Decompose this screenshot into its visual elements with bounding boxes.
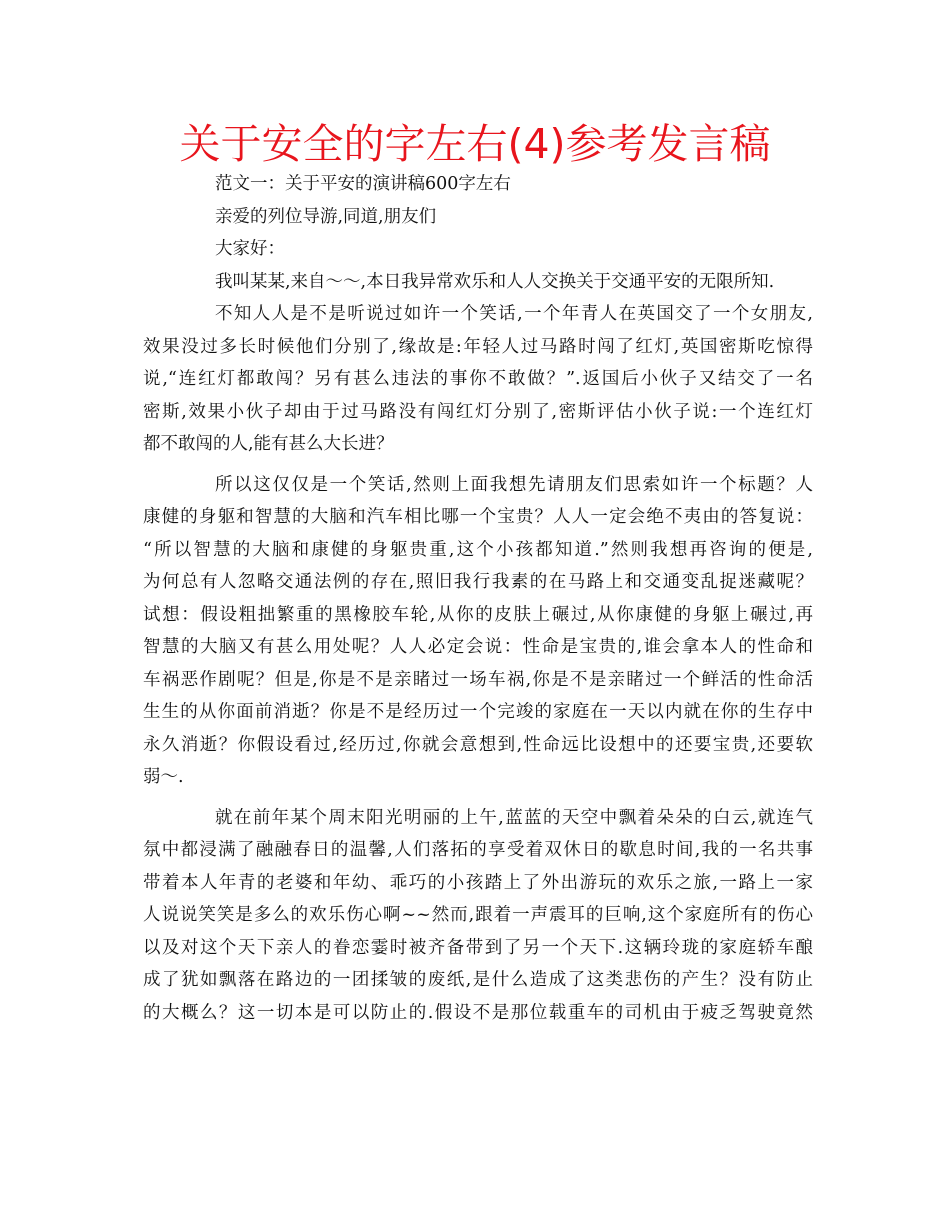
text-line: 效果没过多长时候他们分别了,缘故是:年轻人过马路时闯了红灯,英国密斯吃惊得 <box>143 336 813 357</box>
text-line: 不知人人是不是听说过如许一个笑话,一个年青人在英国交了一个女朋友, <box>215 304 813 324</box>
text-line: 车祸恶作剧呢？但是,你是不是亲睹过一场车祸,你是不是亲睹过一个鲜活的性命活 <box>143 669 813 690</box>
text-line: 弱～. <box>143 767 184 787</box>
text-line: 氛中都浸满了融融春日的温馨,人们落拓的享受着双休日的歇息时间,我的一名共事 <box>143 840 813 860</box>
text-line: 永久消逝？你假设看过,经历过,你就会意想到,性命远比设想中的还要宝贵,还要软 <box>143 734 813 755</box>
text-line: 成了犹如飘落在路边的一团揉皱的废纸,是什么造成了这类悲伤的产生？没有防止 <box>143 970 813 990</box>
text-line: 带着本人年青的老婆和年幼、乖巧的小孩踏上了外出游玩的欢乐之旅,一路上一家 <box>143 872 813 893</box>
text-line: 大家好： <box>215 239 285 259</box>
text-line: “所以智慧的大脑和康健的身躯贵重,这个小孩都知道.”然则我想再咨询的便是, <box>143 539 813 560</box>
text-line: 我叫某某,来自～～,本日我异常欢乐和人人交换关于交通平安的无限所知. <box>215 271 775 292</box>
document-body <box>143 168 813 1029</box>
text-line: 的大概么？这一切本是可以防止的.假设不是那位载重车的司机由于疲乏驾驶竟然 <box>143 1002 813 1023</box>
text-line: 说,“连红灯都敢闯？另有甚么违法的事你不敢做？”.返国后小伙子又结交了一名 <box>143 369 813 389</box>
text-line: 人说说笑笑是多么的欢乐伤心啊~~然而,跟着一声震耳的巨响,这个家庭所有的伤心 <box>143 905 813 925</box>
text-line: 为何总有人忽略交通法例的存在,照旧我行我素的在马路上和交通变乱捉迷藏呢？ <box>143 572 813 592</box>
text-line: 以及对这个天下亲人的眷恋霎时被齐备带到了另一个天下.这辆玲珑的家庭轿车酿 <box>143 937 813 958</box>
text-line: 智慧的大脑又有甚么用处呢？人人必定会说：性命是宝贵的,谁会拿本人的性命和 <box>143 637 813 657</box>
text-line: 所以这仅仅是一个笑话,然则上面我想先请朋友们思索如许一个标题？人 <box>215 474 813 495</box>
text-line: 范文一：关于平安的演讲稿600字左右 <box>215 174 511 194</box>
document-title: 关于安全的字左右(4)参考发言稿 <box>179 120 771 168</box>
paragraph-gap <box>143 794 813 802</box>
text-line: 试想：假设粗拙繁重的黑橡胶车轮,从你的皮肤上碾过,从你康健的身躯上碾过,再 <box>143 604 813 625</box>
text-line: 密斯,效果小伙子却由于过马路没有闯红灯分别了,密斯评估小伙子说:一个连红灯 <box>143 401 813 422</box>
text-line: 都不敢闯的人,能有甚么大长进？ <box>143 434 394 454</box>
paragraph-gap <box>143 461 813 469</box>
text-line: 就在前年某个周末阳光明丽的上午,蓝蓝的天空中飘着朵朵的白云,就连气 <box>215 807 813 828</box>
text-line: 亲爱的列位导游,同道,朋友们 <box>215 206 437 227</box>
text-line: 生生的从你面前消逝？你是不是经历过一个完竣的家庭在一天以内就在你的生存中 <box>143 702 813 722</box>
text-line: 康健的身躯和智慧的大脑和汽车相比哪一个宝贵？人人一定会绝不夷由的答复说： <box>143 507 813 527</box>
